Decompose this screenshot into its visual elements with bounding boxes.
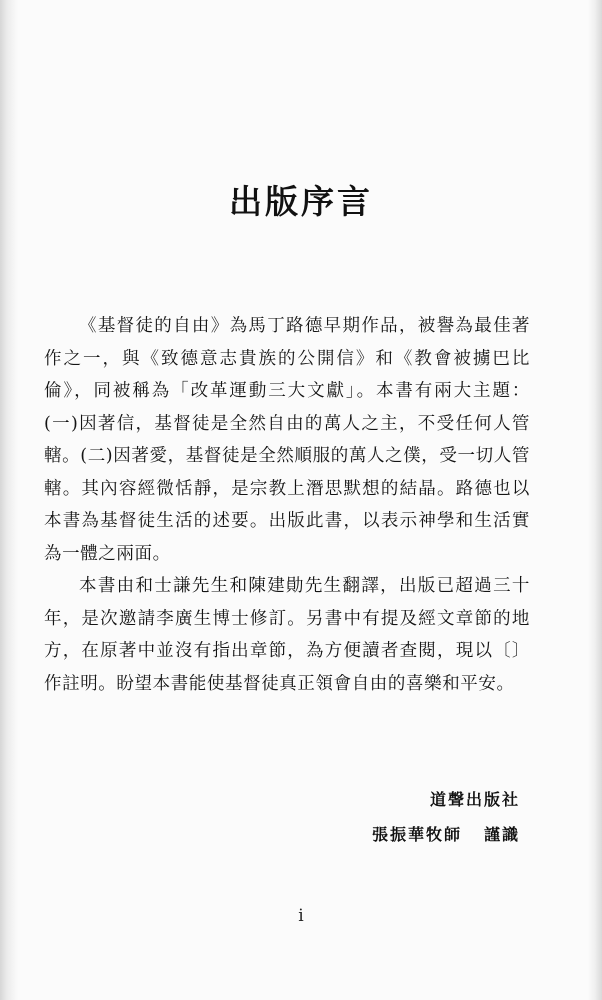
author-name: 張振華牧師	[371, 825, 462, 844]
publisher-signature: 道聲出版社	[429, 790, 520, 809]
page-title: 出版序言	[229, 182, 373, 221]
page-number: i	[298, 906, 304, 926]
preface-paragraph-1: 《基督徒的自由》為馬丁路德早期作品，被譽為最佳著作之一，與《致德意志貴族的公開信》和《教會被擄巴比倫》，同被稱為「改革運動三大文獻」。本書有兩大主題：(一)因著信，基督徒是全然自由的萬人之主，不受任何人管轄。(二)因著愛，基督徒是全然順服的萬人之僕，受一切人管轄。其內容經微恬靜，是宗教上潛思默想的結晶。路德也以本書為基督徒生活的述要。出版此書，以表示神學和生活實為一體之兩面。	[44, 316, 530, 564]
author-signature-line	[372, 822, 520, 845]
preface-body	[44, 310, 530, 700]
page-edge-shadow-left	[0, 0, 18, 1000]
preface-paragraph-2: 本書由和士謙先生和陳建勛先生翻譯，出版已超過三十年，是次邀請李廣生博士修訂。另書中有提及經文章節的地方，在原著中並沒有指出章節，為方便讀者查閱，現以〔〕作註明。盼望本書能使基督徒真正領會自由的喜樂和平安。	[44, 576, 530, 694]
signature-closing: 謹識	[483, 825, 520, 844]
page-edge-shadow-right	[588, 0, 602, 1000]
